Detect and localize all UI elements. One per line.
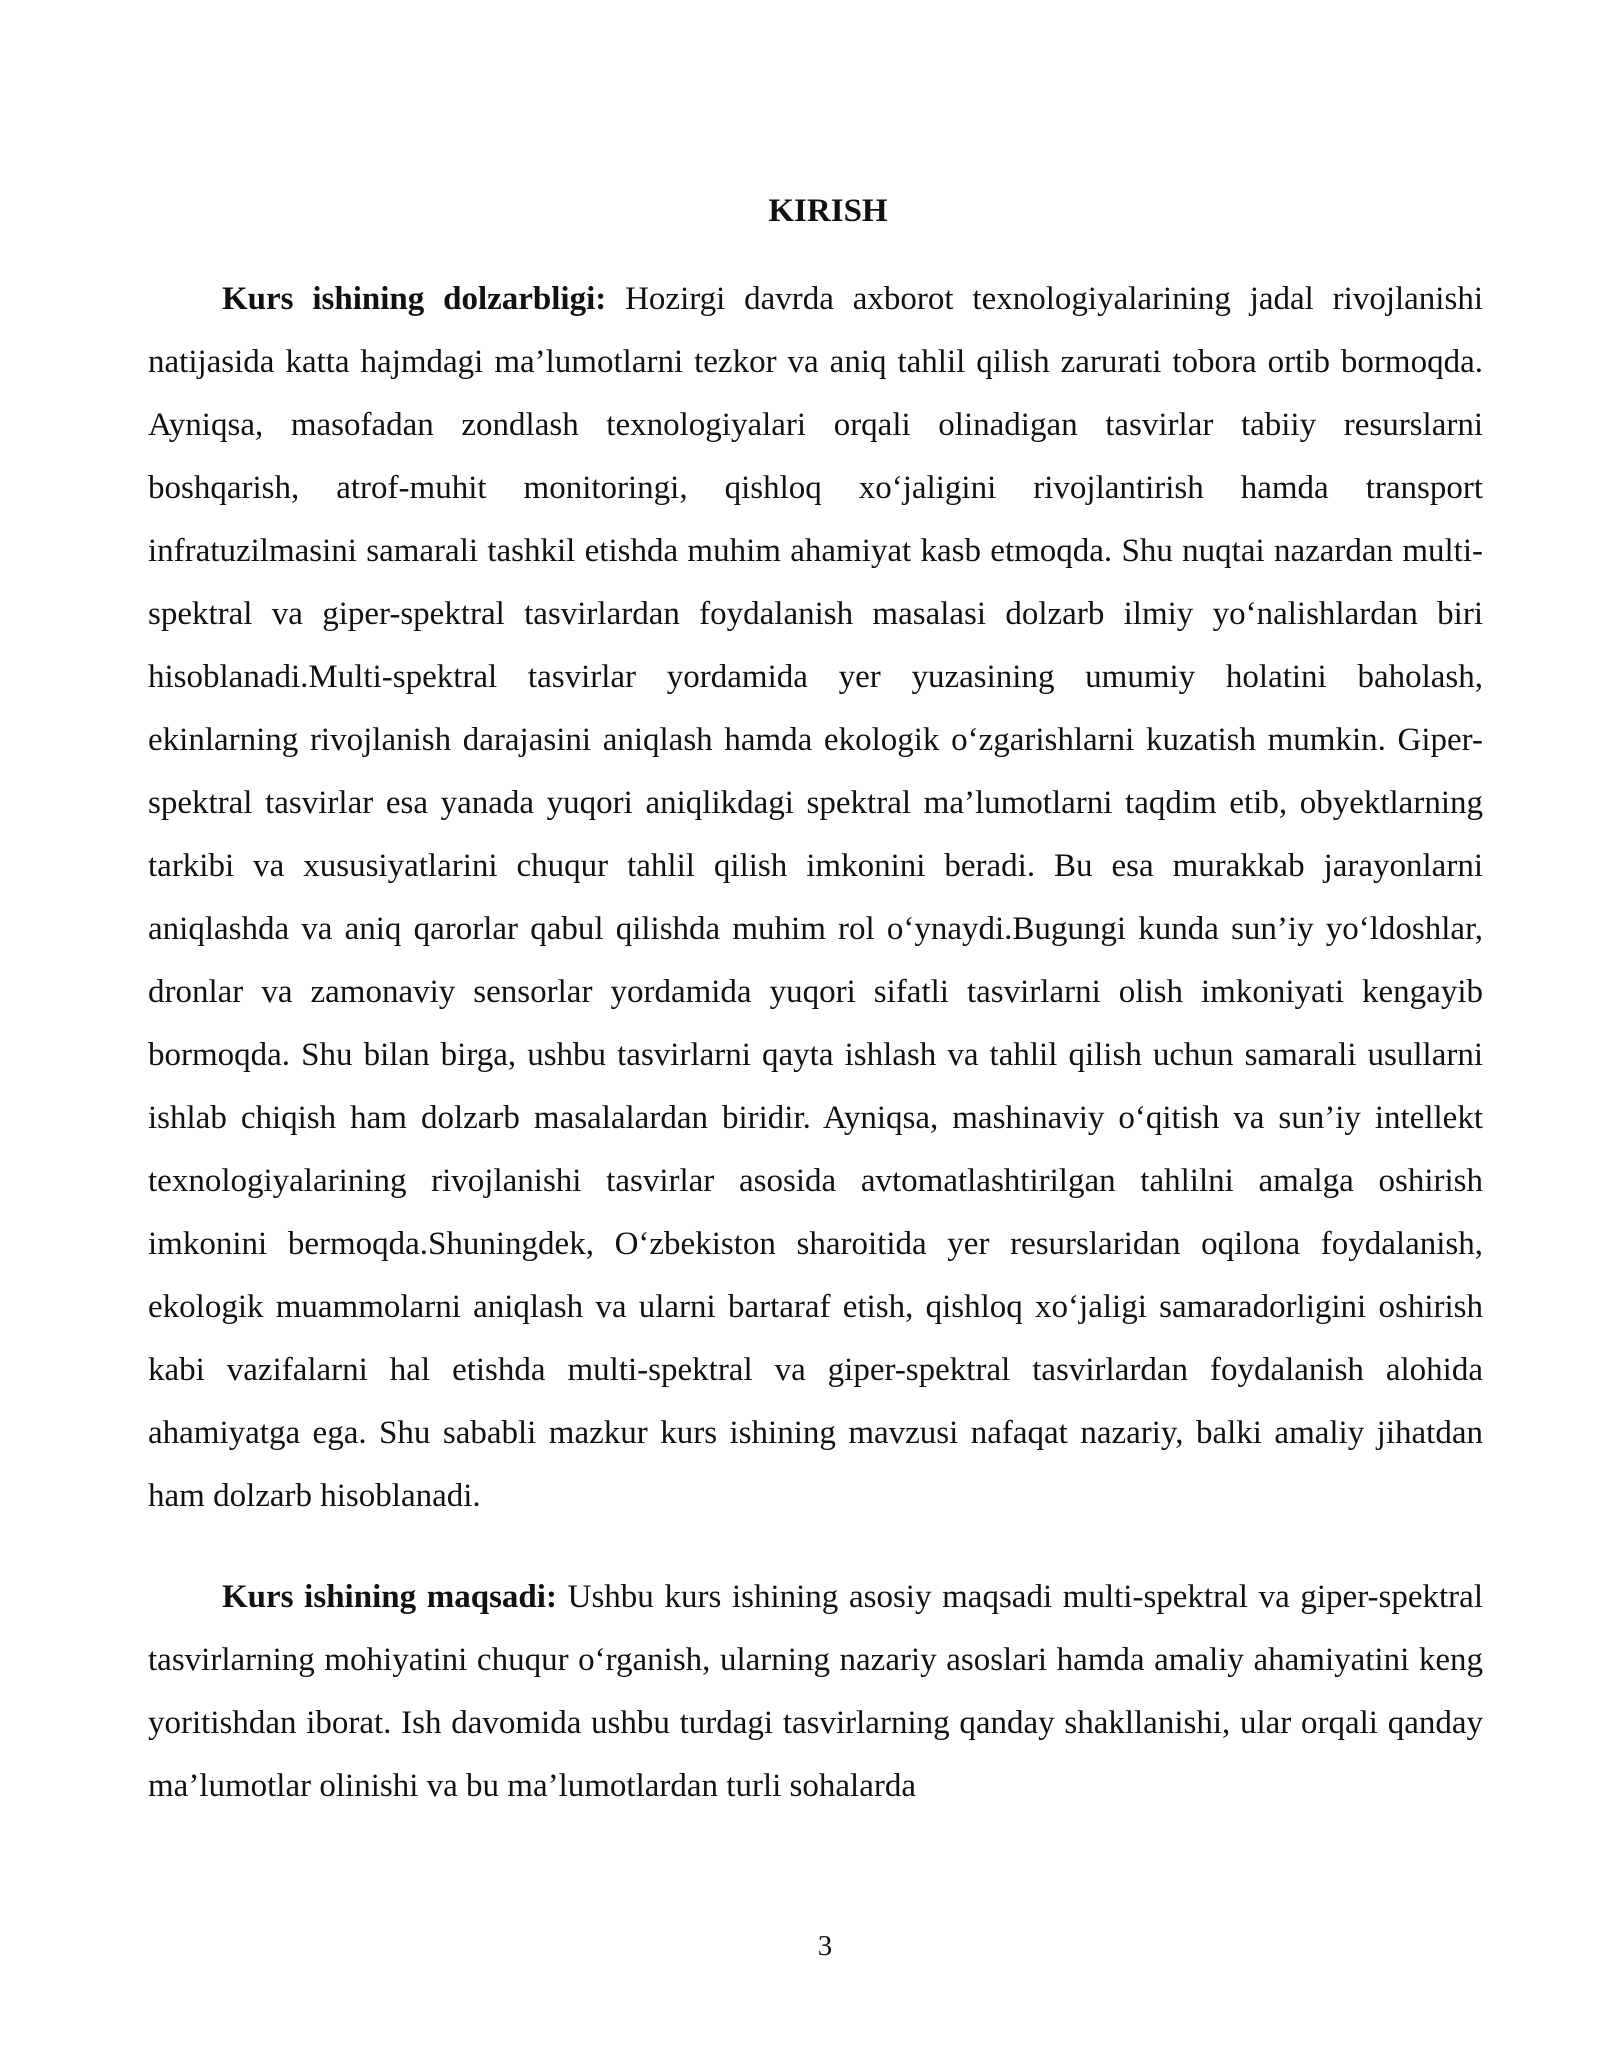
paragraph-lead-relevance: Kurs ishining dolzarbligi: [222, 281, 607, 317]
paragraph-goal [148, 1566, 1483, 1818]
paragraph-relevance [148, 268, 1483, 1528]
paragraph-text-goal: Ushbu kurs ishining asosiy maqsadi multi-spektral va giper-spektral tasvirlarning mohiyatini chuqur o‘rganish, ularning nazariy asoslari hamda amaliy ahamiyatini keng yoritishdan iborat. Ish davomida ushbu turdagi tasvirlarning qanday shakllanishi, ular orqali qanday ma’lumotlar olinishi va bu ma’lumotlardan turli sohalarda [148, 1579, 1483, 1804]
page-content [148, 188, 1483, 1818]
paragraph-lead-goal: Kurs ishining maqsadi: [222, 1579, 557, 1615]
page-heading: KIRISH [768, 193, 888, 229]
page-number: 3 [817, 1930, 833, 1962]
paragraph-text-relevance: Hozirgi davrda axborot texnologiyalarining jadal rivojlanishi natijasida katta hajmdagi ma’lumotlarni tezkor va aniq tahlil qilish zarurati tobora ortib bormoqda. Ayniqsa, masofadan zondlash texnologiyalari orqali olinadigan tasvirlar tabiiy resurslarni boshqarish, atrof-muhit monitoringi, qishloq xo‘jaligini rivojlantirish hamda transport infratuzilmasini samarali tashkil etishda muhim ahamiyat kasb etmoqda. Shu nuqtai nazardan multi-spektral va giper-spektral tasvirlardan foydalanish masalasi dolzarb ilmiy yo‘nalishlardan biri hisoblanadi.Multi-spektral tasvirlar yordamida yer yuzasining umumiy holatini baholash, ekinlarning rivojlanish darajasini aniqlash hamda ekologik o‘zgarishlarni kuzatish mumkin. Giper-spektral tasvirlar esa yanada yuqori aniqlikdagi spektral ma’lumotlarni taqdim etib, obyektlarning tarkibi va xususiyatlarini chuqur tahlil qilish imkonini beradi. Bu esa murakkab jarayonlarni aniqlashda va aniq qarorlar qabul qilishda muhim rol o‘ynaydi.Bugungi kunda sun’iy yo‘ldoshlar, dronlar va zamonaviy sensorlar yordamida yuqori sifatli tasvirlarni olish imkoniyati kengayib bormoqda. Shu bilan birga, ushbu tasvirlarni qayta ishlash va tahlil qilish uchun samarali usullarni ishlab chiqish ham dolzarb masalalardan biridir. Ayniqsa, mashinaviy o‘qitish va sun’iy intellekt texnologiyalarining rivojlanishi tasvirlar asosida avtomatlashtirilgan tahlilni amalga oshirish imkonini bermoqda.Shuningdek, O‘zbekiston sharoitida yer resurslaridan oqilona foydalanish, ekologik muammolarni aniqlash va ularni bartaraf etish, qishloq xo‘jaligi samaradorligini oshirish kabi vazifalarni hal etishda multi-spektral va giper-spektral tasvirlardan foydalanish alohida ahamiyatga ega. Shu sababli mazkur kurs ishining mavzusi nafaqat nazariy, balki amaliy jihatdan ham dolzarb hisoblanadi. [148, 281, 1483, 1514]
